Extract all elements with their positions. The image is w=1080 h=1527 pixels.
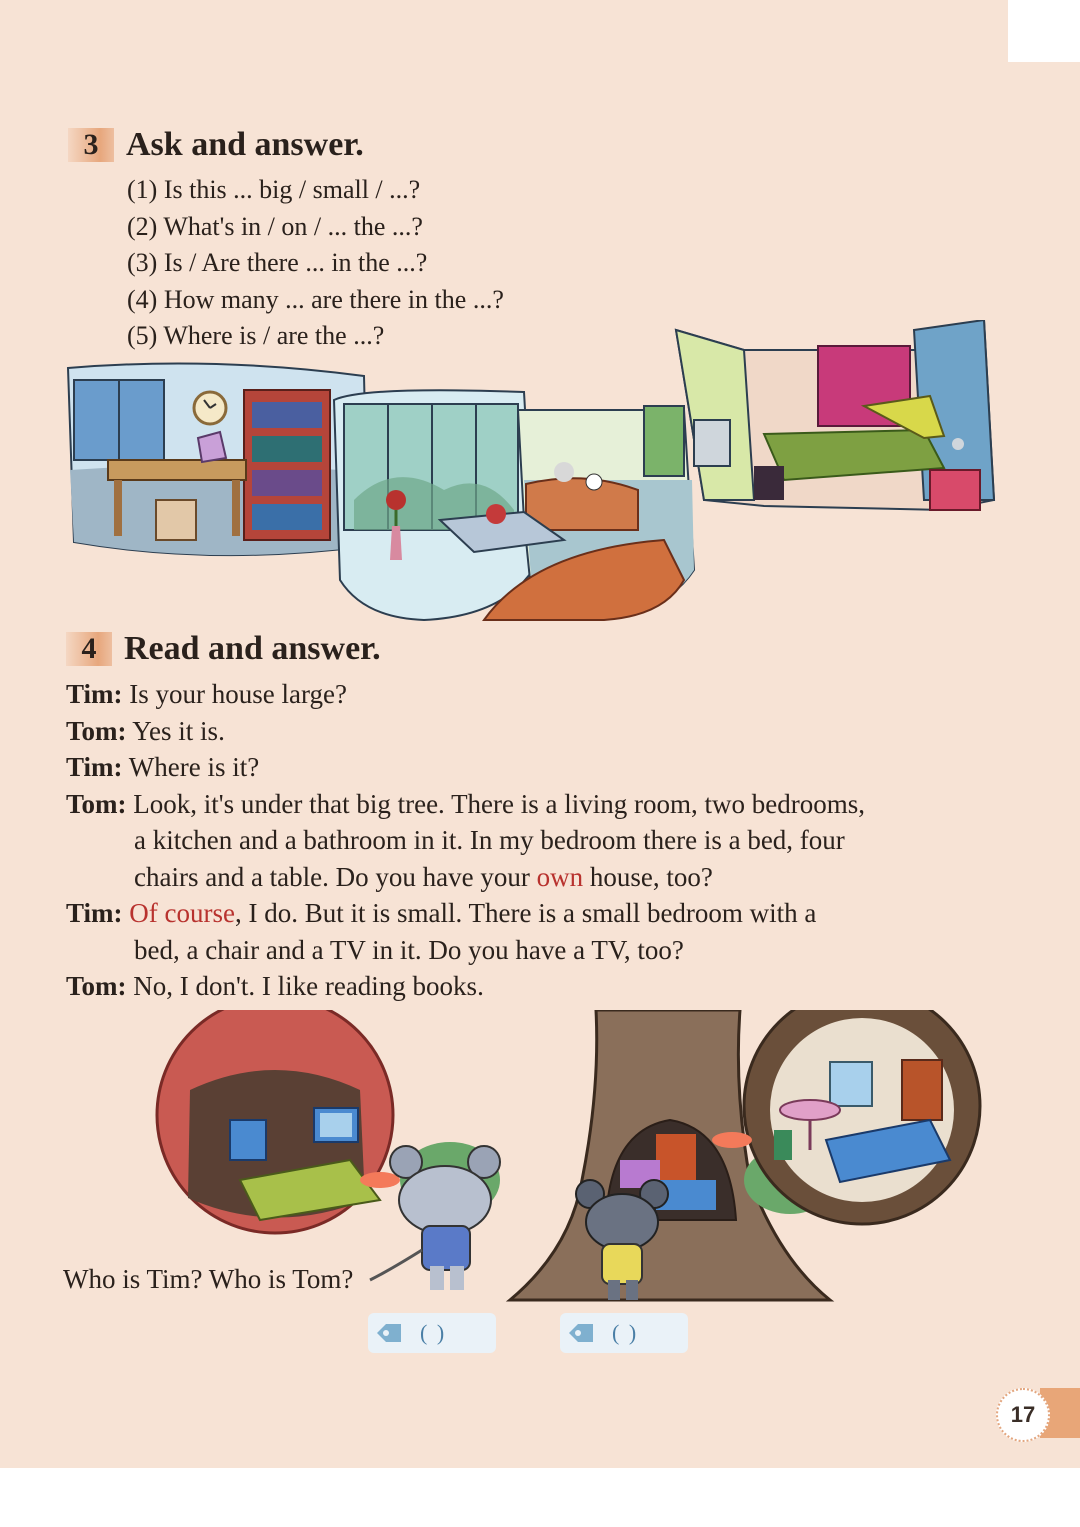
highlight-word-own: own bbox=[536, 861, 584, 892]
dialogue-line-5 bbox=[66, 895, 1066, 932]
big-house-interior bbox=[744, 1010, 980, 1224]
section-4-title: Read and answer. bbox=[124, 630, 381, 667]
question-who-is-tim-tom: Who is Tim? Who is Tom? bbox=[63, 1264, 354, 1294]
section-3-heading bbox=[68, 126, 364, 164]
dialogue-line-3 bbox=[66, 749, 1066, 786]
dialogue-line-4-cont-1: a kitchen and a bathroom in it. In my bedroom there is a bed, four bbox=[134, 825, 845, 855]
dialogue-text: house, too? bbox=[583, 861, 713, 892]
speaker-tom: Tom: bbox=[66, 715, 127, 746]
page-corner bbox=[1008, 0, 1080, 62]
rooms-illustration bbox=[64, 320, 1004, 630]
dialogue-text: No, I don't. I like reading books. bbox=[133, 971, 484, 1001]
speaker-tim: Tim: bbox=[66, 752, 123, 782]
page-number: 17 bbox=[996, 1388, 1050, 1442]
small-house-interior bbox=[157, 1010, 393, 1233]
dialogue-line-4 bbox=[66, 786, 1066, 823]
dialogue-line-1 bbox=[66, 676, 1066, 713]
section-4-number: 4 bbox=[66, 632, 112, 666]
answer-box-tom[interactable] bbox=[560, 1313, 688, 1353]
dialogue-text: Yes it is. bbox=[132, 715, 225, 746]
section-3-number: 3 bbox=[68, 128, 114, 162]
section-4-heading bbox=[66, 630, 381, 668]
question-4: (4) How many ... are there in the ...? bbox=[127, 284, 504, 314]
dialogue-text: chairs and a table. Do you have your bbox=[134, 861, 537, 892]
pencil-tag-icon bbox=[566, 1321, 596, 1345]
dialogue-text: , I do. But it is small. There is a small bedroom with a bbox=[234, 898, 817, 928]
question-1: (1) Is this ... big / small / ...? bbox=[127, 175, 421, 204]
speaker-tom: Tom: bbox=[66, 788, 127, 819]
dialogue-text: Where is it? bbox=[128, 752, 260, 782]
question-5: (5) Where is / are the ...? bbox=[127, 321, 385, 350]
pencil-tag-icon bbox=[374, 1321, 404, 1345]
highlight-phrase-of-course: Of course bbox=[129, 898, 235, 928]
answer-box-tim[interactable] bbox=[368, 1313, 496, 1353]
question-3: (3) Is / Are there ... in the ...? bbox=[127, 248, 428, 277]
mouse-tim bbox=[370, 1146, 500, 1290]
living-room bbox=[334, 390, 694, 620]
answer-blank-tim: ( ) bbox=[420, 1320, 447, 1345]
speaker-tim: Tim: bbox=[66, 679, 123, 709]
dialogue-line-2 bbox=[66, 713, 1066, 750]
study-room bbox=[68, 364, 368, 556]
dialogue bbox=[66, 676, 1066, 1005]
section-3-title: Ask and answer. bbox=[126, 126, 364, 163]
answer-blank-tom: ( ) bbox=[612, 1320, 639, 1345]
dialogue-text: Look, it's under that big tree. There is a living room, two bedrooms, bbox=[133, 788, 865, 819]
question-2: (2) What's in / on / ... the ...? bbox=[127, 211, 423, 241]
dialogue-text: Is your house large? bbox=[129, 679, 347, 709]
speaker-tim: Tim: bbox=[66, 898, 123, 928]
dialogue-line-4-cont-2 bbox=[66, 859, 1066, 896]
dialogue-line-6 bbox=[66, 968, 1066, 1005]
bedroom bbox=[676, 320, 994, 510]
speaker-tom: Tom: bbox=[66, 971, 127, 1001]
dialogue-line-5-cont: bed, a chair and a TV in it. Do you have a TV, too? bbox=[134, 934, 684, 965]
